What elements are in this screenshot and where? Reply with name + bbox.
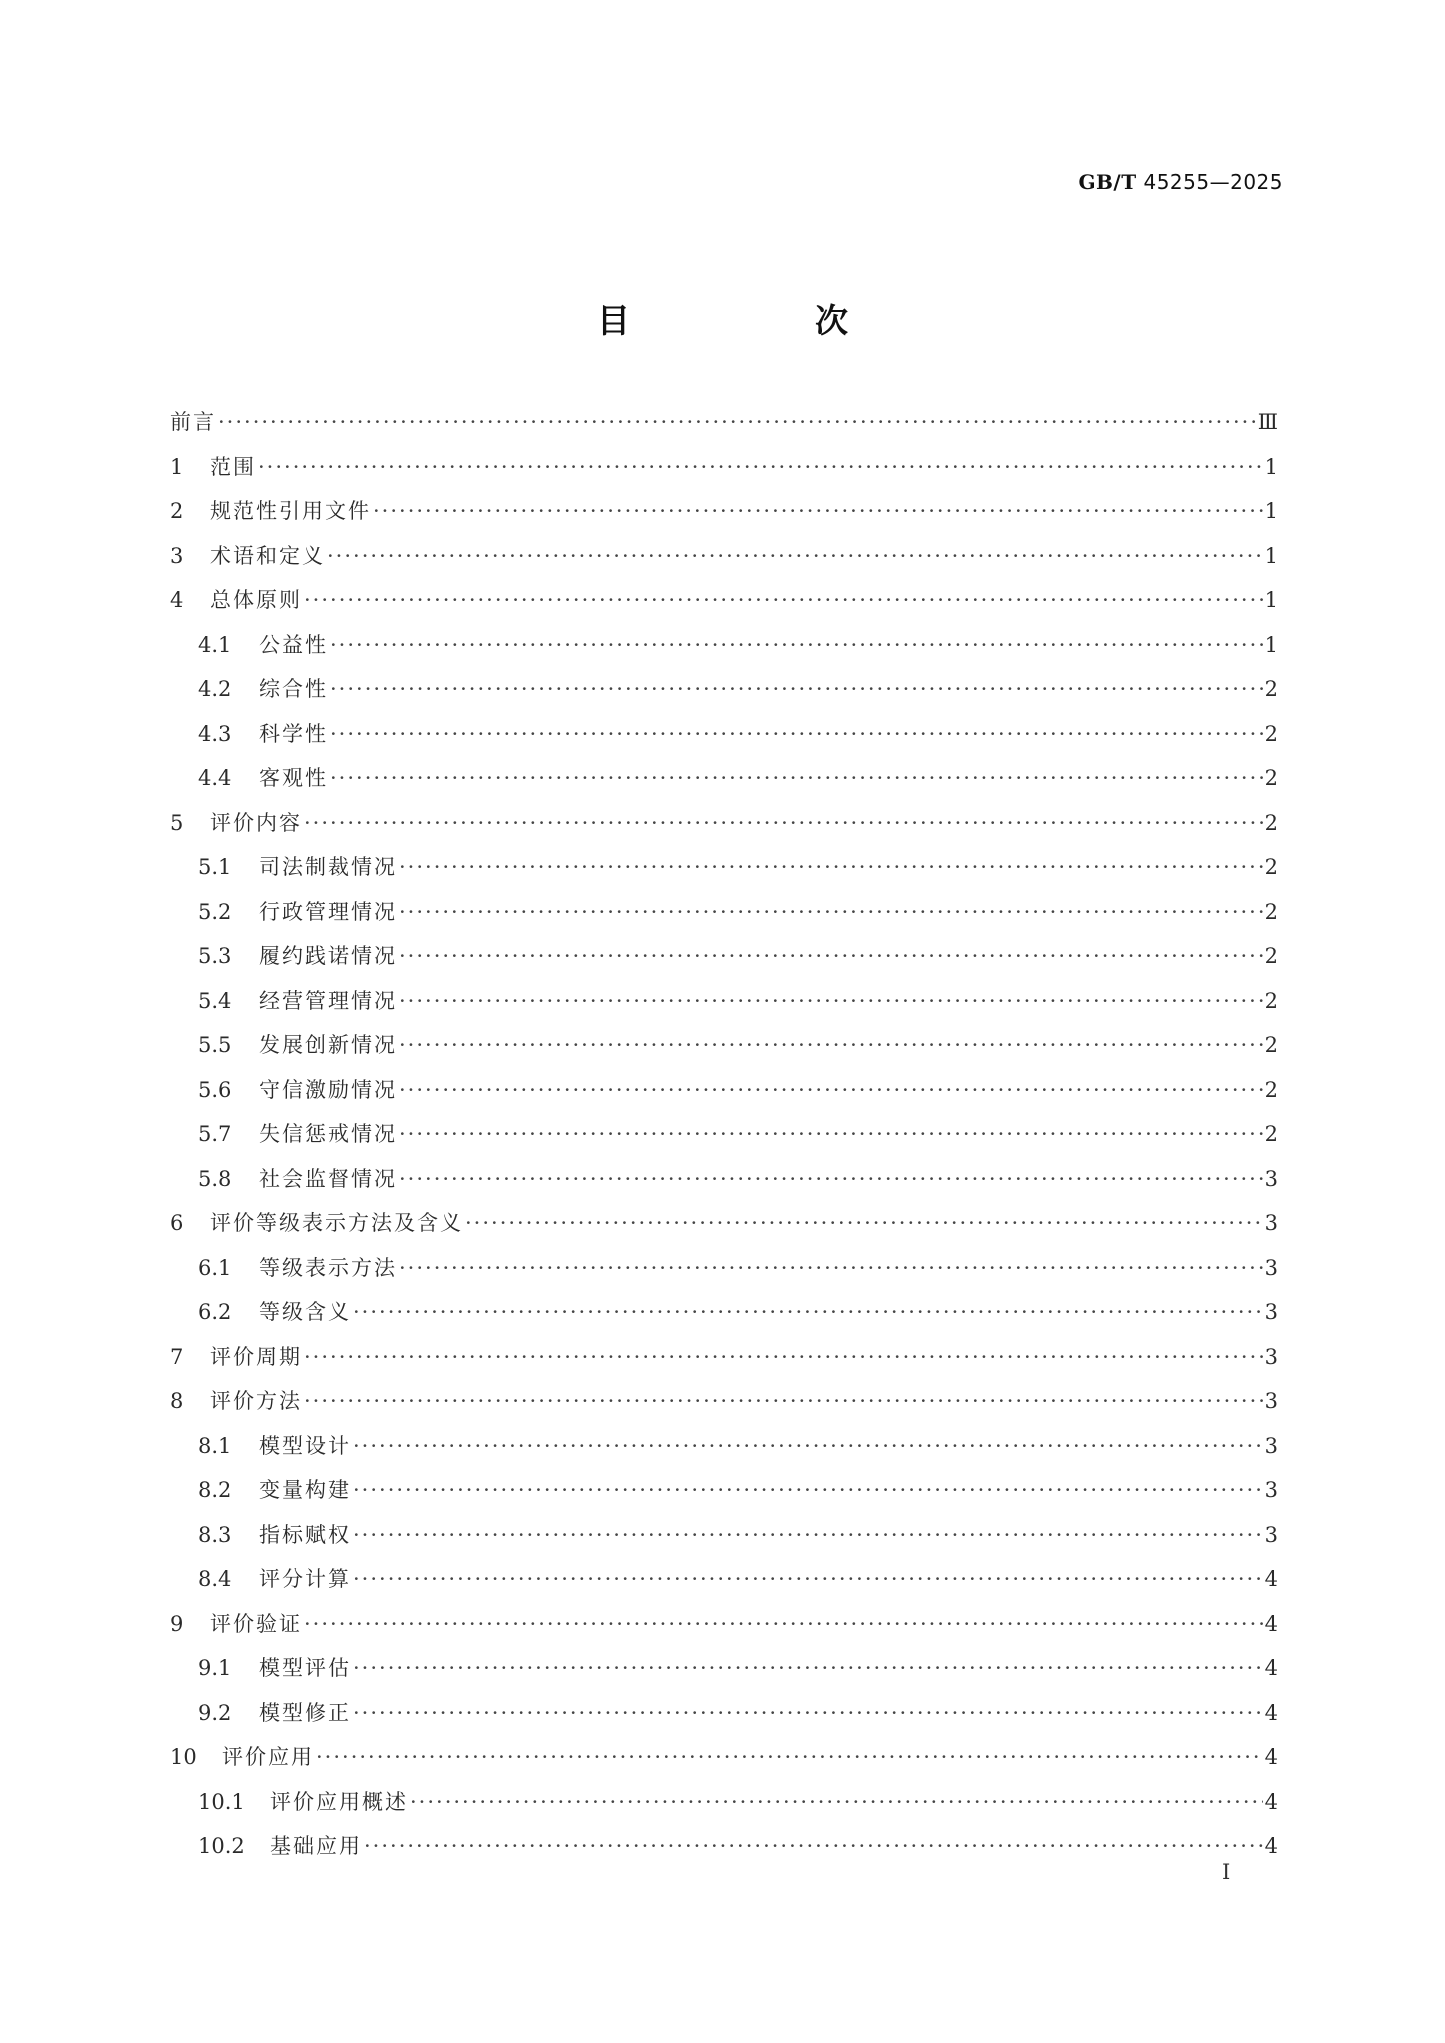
toc-entry[interactable] <box>170 451 1278 496</box>
toc-entry[interactable] <box>170 629 1278 674</box>
toc-leader-dots <box>330 766 1263 790</box>
toc-leader-dots <box>316 1745 1263 1769</box>
toc-leader-dots <box>399 855 1263 879</box>
toc-entry[interactable] <box>170 1519 1278 1564</box>
toc-entry-page: 2 <box>1264 855 1278 879</box>
toc-entry-page: Ⅲ <box>1257 410 1278 434</box>
table-of-contents <box>170 406 1278 1875</box>
toc-entry[interactable] <box>170 1786 1278 1831</box>
standard-code <box>1078 170 1283 194</box>
toc-entry-number: 10.1 <box>198 1789 245 1814</box>
toc-entry[interactable] <box>170 1118 1278 1163</box>
toc-leader-dots <box>353 1523 1263 1547</box>
toc-entry-label: 公益性 <box>259 632 328 657</box>
toc-entry-number: 8.3 <box>198 1522 232 1547</box>
toc-entry-label: 模型评估 <box>259 1656 351 1680</box>
toc-entry-label: 失信惩戒情况 <box>259 1122 397 1146</box>
toc-entry-number: 5 <box>170 810 184 835</box>
toc-entry-page: 4 <box>1264 1611 1278 1636</box>
toc-entry[interactable] <box>170 1029 1278 1074</box>
toc-entry[interactable] <box>170 584 1278 629</box>
toc-entry-number: 6 <box>170 1211 184 1235</box>
toc-entry-number: 5.6 <box>198 1077 232 1102</box>
toc-entry-number: 8 <box>170 1389 184 1413</box>
toc-entry-number: 4 <box>170 588 184 612</box>
toc-entry[interactable] <box>170 718 1278 763</box>
toc-leader-dots <box>304 1345 1263 1369</box>
toc-entry-label: 基础应用 <box>270 1834 362 1858</box>
toc-entry-label: 前言 <box>170 410 216 434</box>
toc-entry[interactable] <box>170 1252 1278 1297</box>
toc-leader-dots <box>327 544 1263 568</box>
toc-entry-number: 2 <box>170 499 184 523</box>
toc-entry-label: 等级表示方法 <box>259 1255 397 1280</box>
toc-entry[interactable] <box>170 896 1278 941</box>
toc-entry-number: 4.3 <box>198 721 232 746</box>
toc-leader-dots <box>399 1078 1263 1102</box>
toc-entry-label: 行政管理情况 <box>259 899 397 924</box>
toc-entry-page: 2 <box>1264 1033 1278 1057</box>
toc-entry[interactable] <box>170 807 1278 852</box>
toc-leader-dots <box>304 588 1263 612</box>
toc-entry-number: 5.2 <box>198 899 232 924</box>
toc-leader-dots <box>218 410 1256 434</box>
toc-entry-page: 4 <box>1264 1789 1278 1814</box>
toc-entry[interactable] <box>170 1697 1278 1742</box>
toc-entry-number: 5.8 <box>198 1166 232 1191</box>
toc-entry-page: 2 <box>1264 677 1278 701</box>
standard-code-number: 45255—2025 <box>1143 170 1283 194</box>
toc-entry-page: 1 <box>1264 632 1278 657</box>
toc-entry-number: 3 <box>170 543 184 568</box>
toc-entry[interactable] <box>170 406 1278 451</box>
toc-entry-number: 4.2 <box>198 677 232 701</box>
toc-entry-page: 3 <box>1264 1522 1278 1547</box>
toc-leader-dots <box>330 633 1263 657</box>
toc-entry-page: 3 <box>1264 1300 1278 1324</box>
toc-entry-number: 9.2 <box>198 1700 232 1725</box>
toc-entry-page: 2 <box>1264 1122 1278 1146</box>
toc-entry-number: 8.2 <box>198 1478 232 1502</box>
toc-entry-page: 1 <box>1264 499 1278 523</box>
toc-entry-page: 4 <box>1264 1656 1278 1680</box>
toc-entry[interactable] <box>170 1830 1278 1875</box>
toc-entry-page: 3 <box>1264 1344 1278 1369</box>
toc-leader-dots <box>330 722 1263 746</box>
toc-entry-page: 3 <box>1264 1478 1278 1502</box>
toc-entry[interactable] <box>170 1430 1278 1475</box>
toc-entry-page: 4 <box>1264 1745 1278 1769</box>
toc-entry[interactable] <box>170 1652 1278 1697</box>
toc-entry[interactable] <box>170 1074 1278 1119</box>
toc-entry-page: 3 <box>1264 1211 1278 1235</box>
toc-entry[interactable] <box>170 1474 1278 1519</box>
toc-leader-dots <box>353 1656 1263 1680</box>
toc-entry-label: 经营管理情况 <box>259 988 397 1013</box>
toc-entry-label: 评价内容 <box>210 810 302 835</box>
toc-leader-dots <box>399 989 1263 1013</box>
toc-entry-page: 3 <box>1264 1166 1278 1191</box>
toc-entry-page: 2 <box>1264 810 1278 835</box>
toc-entry[interactable] <box>170 1741 1278 1786</box>
toc-leader-dots <box>399 1167 1263 1191</box>
toc-entry-number: 6.2 <box>198 1300 232 1324</box>
toc-entry-number: 4.4 <box>198 766 232 790</box>
toc-entry-number: 8.4 <box>198 1567 232 1591</box>
toc-entry-number: 5.7 <box>198 1122 232 1146</box>
standard-code-prefix: GB/T <box>1078 170 1137 194</box>
toc-entry-label: 客观性 <box>259 766 328 790</box>
toc-entry-page: 2 <box>1264 766 1278 790</box>
toc-leader-dots <box>304 1612 1263 1636</box>
toc-entry[interactable] <box>170 1296 1278 1341</box>
toc-entry[interactable] <box>170 495 1278 540</box>
toc-entry[interactable] <box>170 1385 1278 1430</box>
toc-entry-label: 规范性引用文件 <box>210 499 371 523</box>
toc-entry[interactable] <box>170 940 1278 985</box>
toc-entry-label: 评价验证 <box>210 1611 302 1636</box>
toc-leader-dots <box>399 900 1263 924</box>
toc-entry[interactable] <box>170 1563 1278 1608</box>
toc-entry-page: 3 <box>1264 1255 1278 1280</box>
toc-entry-label: 守信激励情况 <box>259 1077 397 1102</box>
toc-leader-dots <box>399 944 1263 968</box>
toc-entry-page: 1 <box>1264 588 1278 612</box>
toc-entry[interactable] <box>170 1608 1278 1653</box>
toc-entry-number: 9.1 <box>198 1656 232 1680</box>
toc-leader-dots <box>364 1834 1263 1858</box>
toc-entry[interactable] <box>170 1163 1278 1208</box>
toc-leader-dots <box>399 1033 1263 1057</box>
toc-entry-label: 模型设计 <box>259 1433 351 1458</box>
toc-leader-dots <box>330 677 1263 701</box>
toc-entry-label: 总体原则 <box>210 588 302 612</box>
toc-entry[interactable] <box>170 673 1278 718</box>
toc-entry-number: 4.1 <box>198 632 232 657</box>
toc-entry-page: 2 <box>1264 944 1278 968</box>
toc-entry-number: 10.2 <box>198 1834 245 1858</box>
toc-entry[interactable] <box>170 540 1278 585</box>
toc-leader-dots <box>353 1478 1263 1502</box>
toc-entry-number: 9 <box>170 1611 184 1636</box>
toc-leader-dots <box>258 455 1263 479</box>
toc-entry-label: 模型修正 <box>259 1700 351 1725</box>
page-title: 目 次 <box>597 301 924 340</box>
footer-page-number: I <box>1222 1860 1231 1884</box>
toc-entry-number: 7 <box>170 1344 184 1369</box>
toc-entry-label: 等级含义 <box>259 1300 351 1324</box>
toc-leader-dots <box>410 1790 1263 1814</box>
toc-entry-number: 10 <box>170 1745 197 1769</box>
toc-entry[interactable] <box>170 851 1278 896</box>
toc-leader-dots <box>304 1389 1263 1413</box>
toc-entry-label: 评价应用概述 <box>270 1789 408 1814</box>
toc-entry-page: 4 <box>1264 1834 1278 1858</box>
toc-leader-dots <box>353 1300 1263 1324</box>
toc-entry-label: 发展创新情况 <box>259 1033 397 1057</box>
toc-entry-page: 1 <box>1264 543 1278 568</box>
toc-entry-page: 3 <box>1264 1433 1278 1458</box>
toc-entry-page: 2 <box>1264 721 1278 746</box>
toc-entry-page: 3 <box>1264 1389 1278 1413</box>
toc-entry-label: 变量构建 <box>259 1478 351 1502</box>
toc-leader-dots <box>399 1256 1263 1280</box>
toc-entry-label: 司法制裁情况 <box>259 855 397 879</box>
toc-entry[interactable] <box>170 762 1278 807</box>
toc-entry-number: 1 <box>170 454 184 479</box>
toc-entry[interactable] <box>170 985 1278 1030</box>
toc-entry-page: 4 <box>1264 1700 1278 1725</box>
toc-entry-label: 评价周期 <box>210 1344 302 1369</box>
toc-entry[interactable] <box>170 1341 1278 1386</box>
toc-entry-label: 术语和定义 <box>210 543 325 568</box>
toc-entry-number: 6.1 <box>198 1255 232 1280</box>
toc-leader-dots <box>399 1122 1263 1146</box>
toc-entry-label: 社会监督情况 <box>259 1166 397 1191</box>
toc-entry-number: 5.1 <box>198 855 232 879</box>
toc-entry-label: 综合性 <box>259 677 328 701</box>
toc-entry-number: 5.4 <box>198 988 232 1013</box>
toc-entry-label: 评分计算 <box>259 1567 351 1591</box>
toc-entry[interactable] <box>170 1207 1278 1252</box>
toc-entry-label: 科学性 <box>259 721 328 746</box>
toc-entry-page: 1 <box>1264 454 1278 479</box>
toc-entry-page: 2 <box>1264 899 1278 924</box>
toc-entry-label: 评价等级表示方法及含义 <box>210 1211 463 1235</box>
toc-entry-page: 4 <box>1264 1567 1278 1591</box>
toc-leader-dots <box>353 1567 1263 1591</box>
toc-entry-label: 评价应用 <box>222 1745 314 1769</box>
toc-leader-dots <box>465 1211 1263 1235</box>
toc-leader-dots <box>373 499 1263 523</box>
toc-entry-label: 评价方法 <box>210 1389 302 1413</box>
toc-leader-dots <box>304 811 1263 835</box>
toc-entry-number: 5.5 <box>198 1033 232 1057</box>
toc-entry-page: 2 <box>1264 988 1278 1013</box>
toc-entry-label: 指标赋权 <box>259 1522 351 1547</box>
toc-entry-number: 8.1 <box>198 1433 232 1458</box>
toc-leader-dots <box>353 1701 1263 1725</box>
toc-entry-label: 范围 <box>210 454 256 479</box>
toc-entry-label: 履约践诺情况 <box>259 944 397 968</box>
toc-entry-number: 5.3 <box>198 944 232 968</box>
toc-entry-page: 2 <box>1264 1077 1278 1102</box>
toc-leader-dots <box>353 1434 1263 1458</box>
